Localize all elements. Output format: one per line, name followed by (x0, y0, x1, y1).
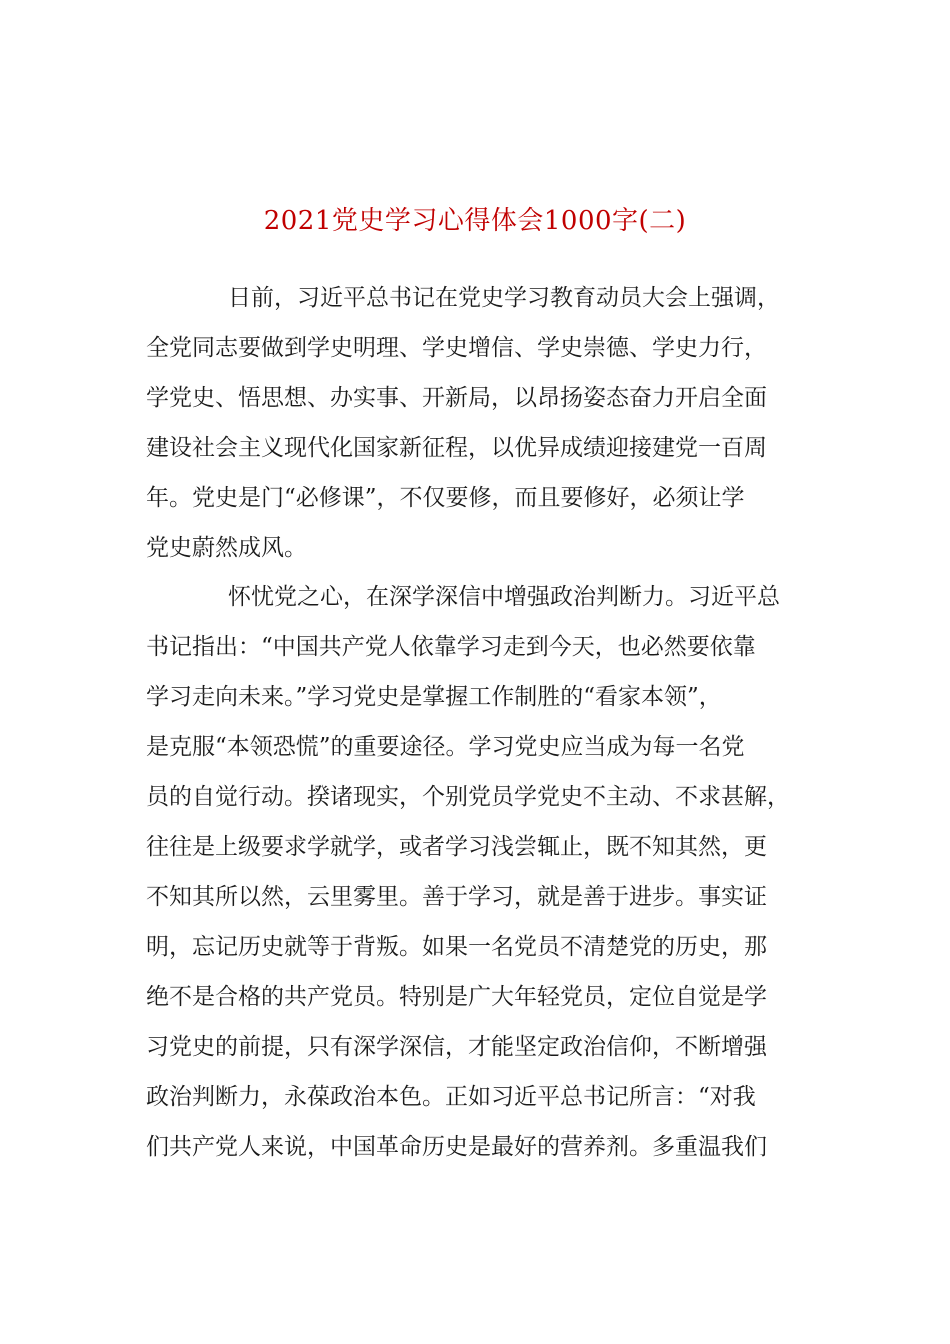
paragraph-2-line-1: 怀忧党之心，在深学深信中增强政治判断力。习近平总 (228, 584, 780, 610)
paragraph-2-line-10: 习党史的前提，只有深学深信，才能坚定政治信仰，不断增强 (146, 1034, 767, 1060)
paragraph-1-line-1: 日前，习近平总书记在党史学习教育动员大会上强调， (228, 285, 780, 311)
document-title: 2021党史学习心得体会1000字(二) (263, 206, 687, 236)
paragraph-2-line-7: 不知其所以然，云里雾里。善于学习，就是善于进步。事实证 (146, 884, 767, 910)
paragraph-2-line-11: 政治判断力，永葆政治本色。正如习近平总书记所言：“对我 (146, 1084, 756, 1110)
paragraph-1-line-5: 年。党史是门“必修课”，不仅要修，而且要修好，必须让学 (146, 485, 745, 511)
paragraph-2-line-6: 往往是上级要求学就学，或者学习浅尝辄止，既不知其然，更 (146, 834, 767, 860)
paragraph-2-line-8: 明，忘记历史就等于背叛。如果一名党员不清楚党的历史，那 (146, 934, 767, 960)
paragraph-2-line-2: 书记指出：“中国共产党人依靠学习走到今天，也必然要依靠 (146, 634, 756, 660)
paragraph-1-line-3: 学党史、悟思想、办实事、开新局，以昂扬姿态奋力开启全面 (146, 385, 767, 411)
paragraph-2-line-12: 们共产党人来说，中国革命历史是最好的营养剂。多重温我们 (146, 1134, 767, 1160)
paragraph-2-line-4: 是克服“本领恐慌”的重要途径。学习党史应当成为每一名党 (146, 734, 745, 760)
paragraph-2-line-3: 学习走向未来。”学习党史是掌握工作制胜的“看家本领”， (146, 684, 722, 710)
paragraph-1-line-6: 党史蔚然成风。 (146, 535, 307, 561)
paragraph-1-line-4: 建设社会主义现代化国家新征程，以优异成绩迎接建党一百周 (146, 435, 767, 461)
paragraph-2-line-5: 员的自觉行动。揆诸现实，个别党员学党史不主动、不求甚解， (146, 784, 790, 810)
paragraph-2-line-9: 绝不是合格的共产党员。特别是广大年轻党员，定位自觉是学 (146, 984, 767, 1010)
paragraph-1-line-2: 全党同志要做到学史明理、学史增信、学史崇德、学史力行， (146, 335, 767, 361)
